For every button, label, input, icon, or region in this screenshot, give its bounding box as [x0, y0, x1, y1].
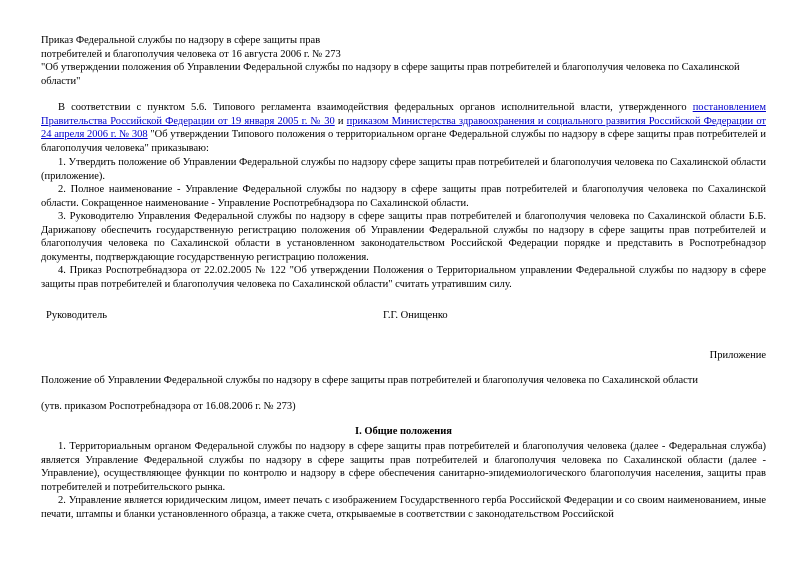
intro-text-between: и — [334, 115, 347, 127]
intro-text-after: "Об утверждении Типового положения о территориальном органе Федеральной службы по надзору в сфере защиты прав потребителей и благополучия человека" приказываю: — [41, 129, 767, 154]
order-item-1: 1. Утвердить положение об Управлении Федеральной службы по надзору сфере защиты прав потребителей и благополучия человека по Сахалинской области (приложение). — [41, 157, 766, 182]
order-item-4: 4. Приказ Роспотребнадзора от 22.02.2005 № 122 "Об утверждении Положения о Территориальном управлении Федеральной службы по надзору в сфере защиты прав потребителей и благополучия человека по Сахалинской области" считать утратившим силу. — [41, 265, 766, 290]
ministry-order-link[interactable]: приказом Министерства здравоохранения и социального развития Российской Федерации от 24 апреля 2006 г. № 308 — [41, 115, 767, 140]
order-item-2: 2. Полное наименование - Управление Федеральной службы по надзору в сфере защиты прав потребителей и благополучия человека по Сахалинской области. Сокращенное наименование - Управление Роспотребнадзора по Сахалинской области. — [41, 184, 766, 209]
decree-link[interactable]: постановлением Правительства Российской Федерации от 19 января 2005 г. № 30 — [41, 102, 766, 127]
regulation-title: Положение об Управлении Федеральной службы по надзору в сфере защиты прав потребителей и благополучия человека по Сахалинской области — [41, 375, 698, 386]
section-item-2: 2. Управление является юридическим лицом, имеет печать с изображением Государственного герба Российской Федерации и со своим наименованием, иные печати, штампы и бланки установленного образца, а также счета, открываемые в соответствии с законодательством Российской — [41, 495, 766, 520]
signature-role: Руководитель — [46, 310, 107, 321]
header-line-3: "Об утверждении положения об Управлении Федеральной службы по надзору в сфере защиты прав потребителей и благополучия человека по Сахалинской области" — [41, 62, 740, 87]
intro-paragraph — [41, 101, 766, 155]
appendix-label: Приложение — [709, 350, 766, 361]
order-item-3: 3. Руководителю Управления Федеральной службы по надзору в сфере защиты прав потребителей и благополучия человека по Сахалинской области Б.Б. Дарижапову обеспечить государственную регистрацию положения об Управлении Федеральной службы по надзору в сфере защиты прав потребителей и благополучия человека по Сахалинской области в установленном законодательством Российской Федерации порядке и представить в Роспотребнадзор документы, подтверждающие государственную регистрацию положения. — [41, 211, 766, 263]
section-item-1: 1. Территориальным органом Федеральной службы по надзору в сфере защиты прав потребителей и благополучия человека (далее - Федеральная служба) является Управление Федеральной службы по надзору в сфере защиты прав потребителей и благополучия человека по Сахалинской области (далее - Управление), осуществляющее функции по контролю и надзору в сфере обеспечения санитарно-эпидемиологического благополучия населения, защиты прав потребителей и потребительского рынка. — [41, 441, 766, 493]
approved-note: (утв. приказом Роспотребнадзора от 16.08.2006 г. № 273) — [41, 401, 296, 412]
header-line-2: потребителей и благополучия человека от 16 августа 2006 г. № 273 — [41, 48, 341, 60]
order-header — [41, 34, 766, 88]
section-title: I. Общие положения — [355, 426, 452, 437]
header-line-1: Приказ Федеральной службы по надзору в сфере защиты прав — [41, 35, 321, 46]
intro-text-before: В соответствии с пунктом 5.6. Типового регламента взаимодействия федеральных органов исполнительной власти, утвержденного — [58, 102, 693, 113]
signature-name: Г.Г. Онищенко — [383, 310, 448, 321]
section-body — [41, 440, 766, 521]
order-items — [41, 156, 766, 291]
